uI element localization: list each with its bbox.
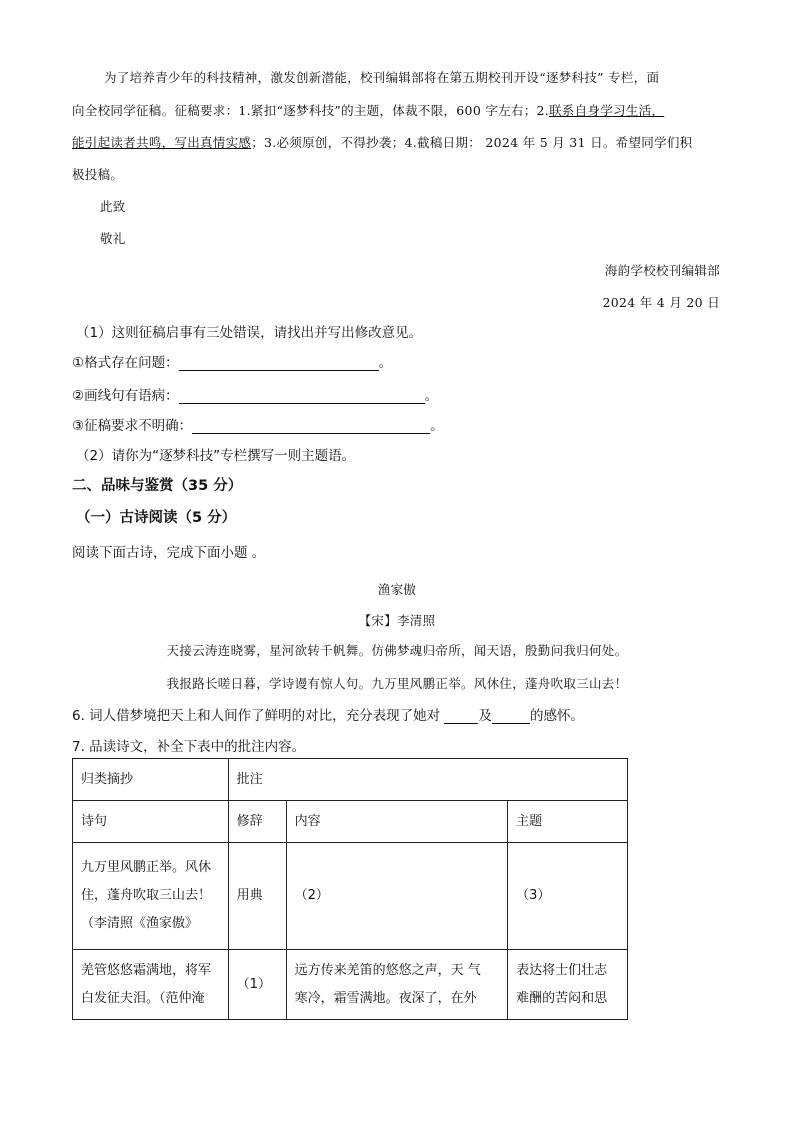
notice-line-4: 极投稿。 bbox=[72, 167, 124, 182]
subsection-1-title: （一）古诗阅读（5 分） bbox=[76, 510, 237, 526]
notice-line-3-text: ；3.必须原创，不得抄袭；4.截稿日期： 2024 年 5 月 31 日。希望同学们积 bbox=[251, 135, 693, 150]
q6-text-c: 的感怀。 bbox=[529, 708, 584, 724]
row1-verse-line-1: 九万里风鹏正举。风休 bbox=[81, 860, 212, 875]
q1-item-2-label: ②画线句有语病： bbox=[72, 388, 179, 404]
answer-blank-2[interactable] bbox=[179, 403, 425, 404]
row2-content bbox=[286, 950, 508, 1020]
q1-item-3-end: 。 bbox=[430, 418, 444, 434]
underlined-sentence-part-2: 能引起读者共鸣，写出真情实感 bbox=[72, 135, 252, 150]
q1-item-1 bbox=[72, 351, 392, 371]
section-2-title: 二、品味与鉴赏（35 分） bbox=[72, 478, 243, 494]
table-row bbox=[73, 950, 628, 1020]
q6 bbox=[72, 704, 584, 724]
row2-content-line-1: 远方传来羌笛的悠悠之声，天 气 bbox=[294, 962, 481, 978]
poem-line-2: 我报路长嗟日暮，学诗谩有惊人句。九万里风鹏正举。风休住，蓬舟吹取三山去！ bbox=[166, 676, 628, 691]
underlined-sentence-part-1: 联系自身学习生活， bbox=[549, 103, 665, 118]
row1-theme-blank[interactable]: （3） bbox=[508, 843, 628, 950]
poem-line-1: 天接云涛连晓雾，星河欲转千帆舞。仿佛梦魂归帝所，闻天语，殷勤问我归何处。 bbox=[166, 643, 628, 658]
header-theme: 主题 bbox=[508, 801, 628, 843]
answer-blank-3[interactable] bbox=[192, 433, 430, 434]
row2-rhetoric-blank[interactable]: （1） bbox=[228, 950, 286, 1020]
q2-prompt: （2）请你为“逐梦科技”专栏撰写一则主题语。 bbox=[76, 448, 356, 464]
notice-line-1: 为了培养青少年的科技精神，激发创新潜能，校刊编辑部将在第五期校刊开设“逐梦科技” 专栏，面 bbox=[104, 70, 660, 85]
row2-content-line-2: 寒冷，霜雪满地。夜深了，在外 bbox=[294, 990, 477, 1006]
row2-verse-line-2: 白发征夫泪。（范仲淹 bbox=[81, 990, 205, 1006]
q1-item-1-end: 。 bbox=[378, 355, 393, 371]
row1-rhetoric: 用典 bbox=[228, 843, 286, 950]
answer-blank-1[interactable] bbox=[179, 370, 379, 371]
q1-item-3-label: ③征稿要求不明确： bbox=[72, 418, 193, 434]
row1-verse-line-3: （李清照《渔家傲》 bbox=[81, 916, 199, 931]
annotation-table bbox=[72, 758, 628, 1020]
q7-prompt: 7. 品读诗文，补全下表中的批注内容。 bbox=[72, 739, 306, 755]
row1-verse bbox=[73, 843, 229, 950]
q6-text-a: 6. 词人借梦境把天上和人间作了鲜明的对比，充分表现了她对 bbox=[72, 708, 445, 724]
q1-item-2-end: 。 bbox=[424, 388, 439, 404]
closing-jingli: 敬礼 bbox=[100, 231, 126, 246]
row1-content-blank[interactable]: （2） bbox=[286, 843, 508, 950]
q6-text-b: 及 bbox=[478, 708, 492, 724]
row2-verse-line-1: 羌管悠悠霜满地，将军 bbox=[81, 962, 212, 978]
q1-prompt: （1）这则征稿启事有三处错误，请找出并写出修改意见。 bbox=[76, 325, 423, 341]
row2-theme-line-2: 难酬的苦闷和思 bbox=[516, 990, 608, 1006]
closing-cizhi: 此致 bbox=[100, 199, 126, 214]
header-verse: 诗句 bbox=[73, 801, 229, 843]
poem-author: 【宋】李清照 bbox=[358, 613, 436, 628]
notice-date: 2024 年 4 月 20 日 bbox=[602, 295, 720, 310]
poem-title: 渔家傲 bbox=[377, 582, 417, 597]
header-annotation: 批注 bbox=[228, 759, 627, 801]
q1-item-3 bbox=[72, 414, 444, 434]
instruction: 阅读下面古诗，完成下面小题 。 bbox=[72, 545, 266, 561]
header-category: 归类摘抄 bbox=[73, 759, 229, 801]
row2-theme-line-1: 表达将士们壮志 bbox=[516, 962, 608, 978]
signature: 海韵学校校刊编辑部 bbox=[604, 263, 720, 278]
row2-verse bbox=[73, 950, 229, 1020]
q6-blank-2[interactable] bbox=[492, 723, 530, 724]
table-row bbox=[73, 801, 628, 843]
notice-line-2-text: 向全校同学征稿。征稿要求：1.紧扣“逐梦科技”的主题，体裁不限，600 字左右；2. bbox=[72, 103, 550, 118]
table-row bbox=[73, 843, 628, 950]
row2-theme bbox=[508, 950, 628, 1020]
notice-line-2 bbox=[72, 101, 664, 119]
row1-verse-line-2: 住，蓬舟吹取三山去！ bbox=[81, 888, 212, 903]
table-row bbox=[73, 759, 628, 801]
notice-line-3 bbox=[72, 133, 692, 151]
header-rhetoric: 修辞 bbox=[228, 801, 286, 843]
q1-item-1-label: ①格式存在问题： bbox=[72, 355, 179, 371]
header-content: 内容 bbox=[286, 801, 508, 843]
q1-item-2 bbox=[72, 384, 438, 404]
q6-blank-1[interactable] bbox=[444, 723, 478, 724]
